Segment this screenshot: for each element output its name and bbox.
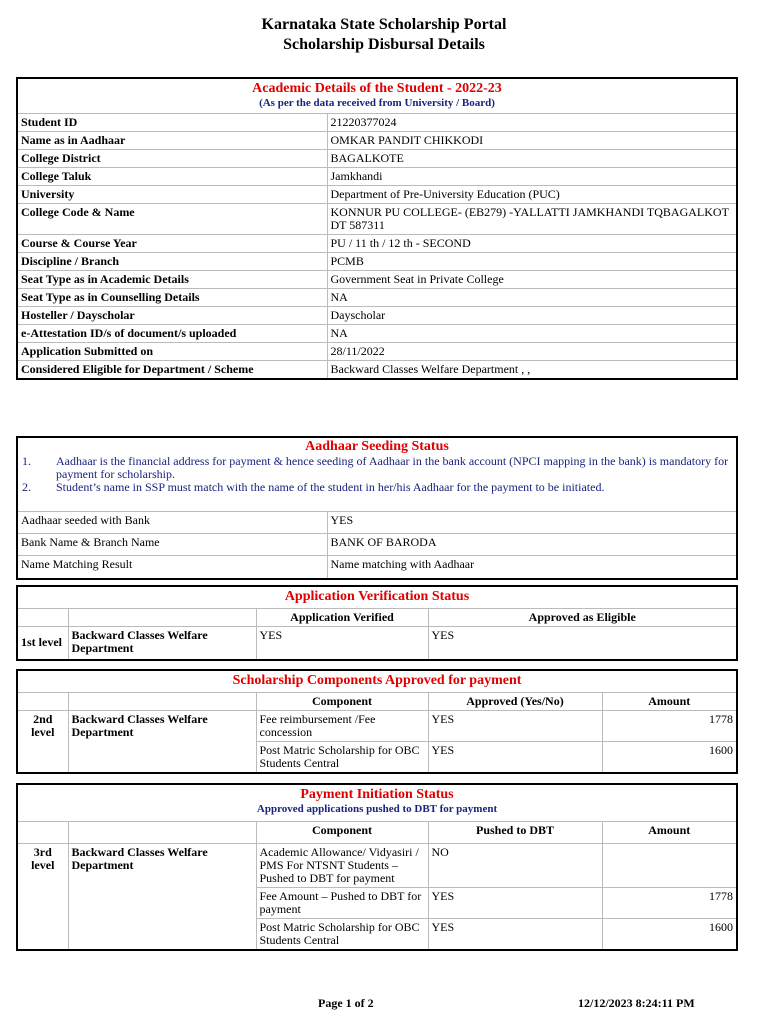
row-value: Backward Classes Welfare Department , ,	[327, 361, 736, 379]
row-label: College Taluk	[18, 168, 327, 186]
table-header-row	[18, 693, 736, 711]
row-value: YES	[327, 512, 736, 534]
academic-section-subtitle: (As per the data received from University / Board)	[259, 97, 495, 109]
row-value: 28/11/2022	[327, 343, 736, 361]
amount-value: 1600	[602, 919, 736, 950]
row-value: NA	[327, 289, 736, 307]
row-value: PCMB	[327, 253, 736, 271]
verification-section	[16, 585, 738, 661]
row-value: Department of Pre-University Education (PUC)	[327, 186, 736, 204]
table-row	[18, 512, 736, 534]
row-label: e-Attestation ID/s of document/s uploaded	[18, 325, 327, 343]
row-label: Seat Type as in Counselling Details	[18, 289, 327, 307]
portal-title: Karnataka State Scholarship Portal	[261, 16, 507, 33]
row-label: University	[18, 186, 327, 204]
row-label: Considered Eligible for Department / Scheme	[18, 361, 327, 379]
row-label: Aadhaar seeded with Bank	[18, 512, 327, 534]
table-header-row	[18, 609, 736, 627]
approved-value: YES	[428, 627, 736, 659]
department-name: Backward Classes Welfare Department	[68, 844, 256, 950]
amount-value: 1600	[602, 742, 736, 773]
row-label: Course & Course Year	[18, 235, 327, 253]
table-row	[18, 343, 736, 361]
academic-section-title: Academic Details of the Student - 2022-23	[252, 81, 502, 96]
verification-section-title: Application Verification Status	[284, 589, 470, 604]
note-text: Aadhaar is the financial address for payment & hence seeding of Aadhaar in the bank account (NPCI mapping in the bank) is mandatory for payment for scholarship.	[56, 454, 729, 481]
col-header-amount: Amount	[602, 822, 736, 844]
table-row	[18, 844, 736, 888]
table-row	[18, 325, 736, 343]
row-label: Hosteller / Dayscholar	[18, 307, 327, 325]
table-row	[18, 627, 736, 659]
note-number: 1.	[22, 454, 31, 468]
table-row	[18, 150, 736, 168]
row-label: College District	[18, 150, 327, 168]
row-label: Student ID	[18, 114, 327, 132]
col-header-component: Component	[256, 693, 428, 711]
approved-value: YES	[428, 742, 602, 773]
row-value: Dayscholar	[327, 307, 736, 325]
row-value: Jamkhandi	[327, 168, 736, 186]
department-name: Backward Classes Welfare Department	[68, 627, 256, 659]
col-header-verified: Application Verified	[256, 609, 428, 627]
row-label: College Code & Name	[18, 204, 327, 235]
amount-value	[602, 844, 736, 888]
col-header-approved: Approved as Eligible	[428, 609, 736, 627]
components-table	[18, 692, 736, 772]
amount-value: 1778	[602, 711, 736, 742]
page-number: Page 1 of 2	[318, 996, 374, 1010]
table-row	[18, 307, 736, 325]
components-section	[16, 669, 738, 774]
row-value: NA	[327, 325, 736, 343]
page-title: Scholarship Disbursal Details	[283, 36, 485, 53]
col-header-amount: Amount	[602, 693, 736, 711]
col-header-component: Component	[256, 822, 428, 844]
table-row	[18, 361, 736, 379]
aadhaar-section-title: Aadhaar Seeding Status	[305, 439, 449, 454]
table-row	[18, 271, 736, 289]
level-label: 1st level	[18, 627, 68, 659]
payment-section	[16, 783, 738, 951]
row-label: Discipline / Branch	[18, 253, 327, 271]
table-row	[18, 186, 736, 204]
row-value: BAGALKOTE	[327, 150, 736, 168]
level-label: 2nd level	[18, 711, 68, 773]
academic-details-section	[16, 77, 738, 380]
amount-value: 1778	[602, 888, 736, 919]
list-item	[22, 481, 732, 494]
table-row	[18, 132, 736, 150]
approved-value: YES	[428, 711, 602, 742]
row-value: Government Seat in Private College	[327, 271, 736, 289]
pushed-value: YES	[428, 919, 602, 950]
component-name: Fee Amount – Pushed to DBT for payment	[256, 888, 428, 919]
row-label: Seat Type as in Academic Details	[18, 271, 327, 289]
component-name: Academic Allowance/ Vidyasiri / PMS For NTSNT Students – Pushed to DBT for payment	[256, 844, 428, 888]
col-header-pushed: Pushed to DBT	[428, 822, 602, 844]
pushed-value: YES	[428, 888, 602, 919]
row-value: BANK OF BARODA	[327, 534, 736, 556]
level-label: 3rd level	[18, 844, 68, 950]
row-label: Application Submitted on	[18, 343, 327, 361]
payment-section-title: Payment Initiation Status	[300, 787, 454, 802]
row-value: Name matching with Aadhaar	[327, 556, 736, 578]
row-value: OMKAR PANDIT CHIKKODI	[327, 132, 736, 150]
verification-table	[18, 608, 736, 659]
verified-value: YES	[256, 627, 428, 659]
row-value: PU / 11 th / 12 th - SECOND	[327, 235, 736, 253]
list-item	[22, 455, 732, 481]
component-name: Post Matric Scholarship for OBC Students Central	[256, 919, 428, 950]
row-label: Name as in Aadhaar	[18, 132, 327, 150]
payment-section-subtitle: Approved applications pushed to DBT for payment	[256, 803, 498, 815]
payment-table	[18, 821, 736, 949]
col-header-approved: Approved (Yes/No)	[428, 693, 602, 711]
components-section-title: Scholarship Components Approved for payment	[232, 673, 522, 688]
table-row	[18, 534, 736, 556]
row-value: 21220377024	[327, 114, 736, 132]
note-number: 2.	[22, 480, 31, 494]
table-header-row	[18, 822, 736, 844]
table-row	[18, 253, 736, 271]
table-row	[18, 235, 736, 253]
row-label: Name Matching Result	[18, 556, 327, 578]
aadhaar-table	[18, 511, 736, 578]
row-value: KONNUR PU COLLEGE- (EB279) -YALLATTI JAMKHANDI TQBAGALKOT DT 587311	[327, 204, 736, 235]
table-row	[18, 556, 736, 578]
academic-details-table	[18, 113, 736, 378]
table-row	[18, 711, 736, 742]
aadhaar-notes	[18, 455, 736, 494]
component-name: Fee reimbursement /Fee concession	[256, 711, 428, 742]
component-name: Post Matric Scholarship for OBC Students Central	[256, 742, 428, 773]
print-datetime: 12/12/2023 8:24:11 PM	[578, 996, 695, 1010]
aadhaar-seeding-section	[16, 436, 738, 580]
pushed-value: NO	[428, 844, 602, 888]
table-row	[18, 204, 736, 235]
department-name: Backward Classes Welfare Department	[68, 711, 256, 773]
table-row	[18, 289, 736, 307]
note-text: Student’s name in SSP must match with the name of the student in her/his Aadhaar for the payment to be initiated.	[56, 480, 605, 494]
table-row	[18, 114, 736, 132]
row-label: Bank Name & Branch Name	[18, 534, 327, 556]
table-row	[18, 168, 736, 186]
